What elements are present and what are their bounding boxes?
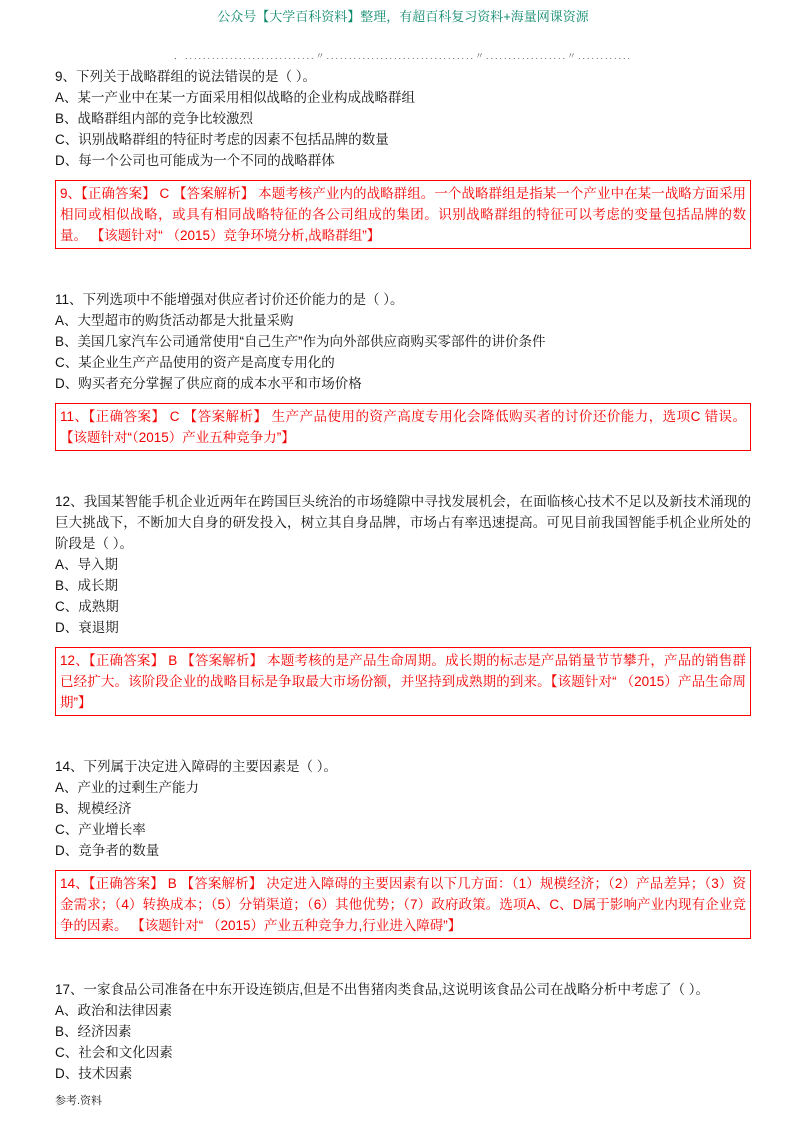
page-header	[55, 6, 751, 25]
question-option-d: D、技术因素	[55, 1066, 133, 1081]
divider-dots: ．.............................〃.................................〃..................〃............	[173, 51, 633, 61]
question-12	[55, 491, 751, 716]
answer-text: 9、【正确答案】 C 【答案解析】 本题考核产业内的战略群组。一个战略群组是指某一个产业中在某一战略方面采用相同或相似战略，或具有相同战略特征的各公司组成的集团。识别战略群组的特征可以考虑的变量包括品牌的数量。 【该题针对“ （2015）竞争环境分析,战略群组”】	[60, 186, 746, 243]
answer-box	[55, 870, 751, 939]
question-option-d: D、衰退期	[55, 620, 119, 635]
question-option-a: A、导入期	[55, 557, 119, 572]
question-stem: 9、下列关于战略群组的说法错误的是（ ）。	[55, 69, 317, 84]
question-option-b: B、成长期	[55, 578, 119, 593]
question-option-c: C、识别战略群组的特征时考虑的因素不包括品牌的数量	[55, 132, 389, 147]
question-option-b: B、规模经济	[55, 801, 132, 816]
question-17	[55, 979, 751, 1084]
answer-text: 11、【正确答案】 C 【答案解析】 生产产品使用的资产高度专用化会降低购买者的讨价还价能力，选项C 错误。 【该题针对“（2015）产业五种竞争力”】	[60, 409, 746, 445]
answer-text: 14、【正确答案】 B 【答案解析】 决定进入障碍的主要因素有以下几方面：（1）规模经济；（2）产品差异；（3）资金需求；（4）转换成本；（5）分销渠道；（6）其他优势；（7）政府政策。选项A、C、D属于影响产业内现有企业竞争的因素。 【该题针对“ （2015）产业五种竞争力,行业进入障碍”】	[60, 876, 746, 933]
question-option-b: B、美国几家汽车公司通常使用“自己生产”作为向外部供应商购买零部件的讲价条件	[55, 334, 546, 349]
question-option-d: D、每一个公司也可能成为一个不同的战略群体	[55, 153, 335, 168]
question-option-b: B、经济因素	[55, 1024, 132, 1039]
question-option-a: A、产业的过剩生产能力	[55, 780, 200, 795]
question-stem: 17、一家食品公司准备在中东开设连锁店,但是不出售猪肉类食品,这说明该食品公司在战略分析中考虑了（ ）。	[55, 982, 710, 997]
question-option-a: A、大型超市的购货活动都是大批量采购	[55, 313, 294, 328]
question-option-c: C、社会和文化因素	[55, 1045, 173, 1060]
question-option-d: D、购买者充分掌握了供应商的成本水平和市场价格	[55, 376, 362, 391]
question-option-d: D、竞争者的数量	[55, 843, 160, 858]
question-option-a: A、某一产业中在某一方面采用相似战略的企业构成战略群组	[55, 90, 416, 105]
question-stem: 11、下列选项中不能增强对供应者讨价还价能力的是（ ）。	[55, 292, 404, 307]
question-option-b: B、战略群组内部的竞争比较激烈	[55, 111, 254, 126]
question-14	[55, 756, 751, 939]
page-footer: 参考.资料	[55, 1095, 103, 1107]
question-9	[55, 66, 751, 249]
question-option-c: C、成熟期	[55, 599, 119, 614]
answer-text: 12、【正确答案】 B 【答案解析】 本题考核的是产品生命周期。成长期的标志是产品销量节节攀升，产品的销售群已经扩大。该阶段企业的战略目标是争取最大市场份额，并坚持到成熟期的到来。【该题针对“ （2015）产品生命周期”】	[60, 653, 746, 710]
answer-box	[55, 647, 751, 716]
question-11	[55, 289, 751, 451]
question-stem: 12、我国某智能手机企业近两年在跨国巨头统治的市场缝隙中寻找发展机会，在面临核心技术不足以及新技术涌现的巨大挑战下，不断加大自身的研发投入，树立其自身品牌，市场占有率迅速提高。可见目前我国智能手机企业所处的阶段是（ ）。	[55, 494, 751, 551]
answer-box	[55, 180, 751, 249]
question-option-c: C、产业增长率	[55, 822, 146, 837]
question-option-c: C、某企业生产产品使用的资产是高度专用化的	[55, 355, 335, 370]
question-option-a: A、政治和法律因素	[55, 1003, 173, 1018]
answer-box	[55, 403, 751, 451]
header-title: 公众号【大学百科资料】整理，有超百科复习资料+海量网课资源	[217, 9, 589, 24]
question-stem: 14、下列属于决定进入障碍的主要因素是（ ）。	[55, 759, 338, 774]
